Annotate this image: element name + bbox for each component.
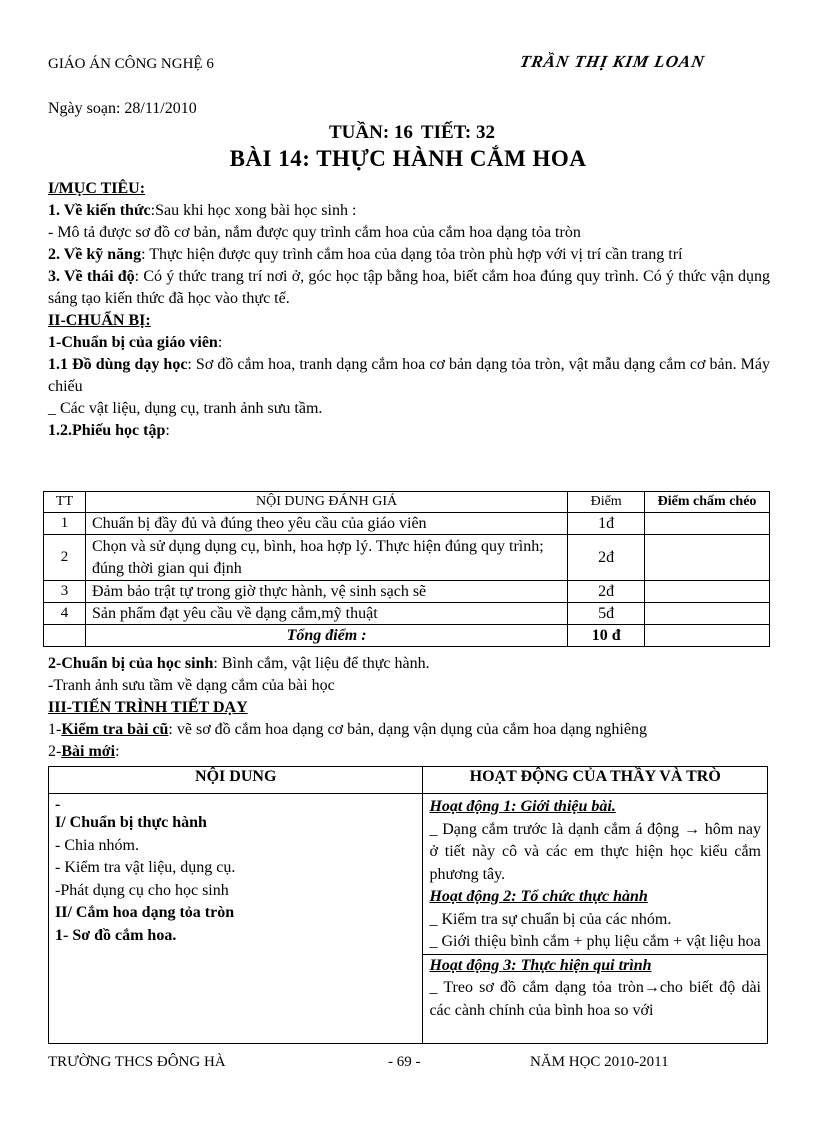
student-prep-text: : Bình cắm, vật liệu để thực hành. <box>213 655 430 672</box>
rubric-table <box>43 491 770 647</box>
rubric-no: 3 <box>44 581 86 603</box>
table-row <box>44 535 770 581</box>
rubric-no: 4 <box>44 603 86 625</box>
date-line: Ngày soạn: 28/11/2010 <box>48 100 197 117</box>
rubric-content: Đảm bảo trật tự trong giờ thực hành, vệ sinh sạch sẽ <box>85 581 567 603</box>
rubric-header-content: NỘI DUNG ĐÁNH GIÁ <box>85 492 567 513</box>
rubric-header-score: Điểm <box>568 492 645 513</box>
materials-line: _ Các vật liệu, dụng cụ, tranh ảnh sưu tầm. <box>48 400 323 417</box>
content-line: - Chia nhóm. <box>55 836 139 854</box>
tools-label: 1.1 Đồ dùng dạy học <box>48 356 188 373</box>
rubric-content: Chọn và sử dụng dụng cụ, bình, hoa hợp lý. Thực hiện đúng quy trình; đúng thời gian qui định <box>85 535 567 581</box>
check-prefix: 1- <box>48 721 62 738</box>
plan-activity-cell <box>423 794 768 1044</box>
rubric-cross <box>645 603 770 625</box>
new-suffix: : <box>115 743 120 760</box>
lesson-title: BÀI 14: THỰC HÀNH CẮM HOA <box>229 146 587 171</box>
activity2-title: Hoạt động 2: Tổ chức thực hành <box>429 888 648 905</box>
activity3-text: _ Treo sơ đồ cắm dạng tỏa tròn→cho biết độ dài các cành chính của bình hoa so với <box>429 979 761 1019</box>
student-prep-text2: -Tranh ảnh sưu tầm về dạng cắm của bài học <box>48 677 335 694</box>
rubric-score: 2đ <box>568 581 645 603</box>
rubric-no: 2 <box>44 535 86 581</box>
knowledge-detail: - Mô tả được sơ đồ cơ bản, nắm được quy trình cắm hoa của cắm hoa dạng tỏa tròn <box>48 224 581 241</box>
process-section <box>48 653 770 763</box>
footer-school: TRƯỜNG THCS ĐÔNG HÀ <box>48 1054 226 1070</box>
knowledge-label: 1. Về kiến thức <box>48 202 151 219</box>
header-subject: GIÁO ÁN CÔNG NGHỆ 6 <box>48 56 214 72</box>
rubric-score: 2đ <box>568 535 645 581</box>
week-line <box>0 122 816 144</box>
plan-table <box>48 766 768 1044</box>
activity1-text: _ Dạng cắm trước là dạnh cắm á động → hôm nay ở tiết này cô và các em thực hiện học kiểu cắm phương tây. <box>429 820 761 883</box>
footer-page: - 69 - <box>388 1054 421 1070</box>
activity2-text1: _ Kiểm tra sự chuẩn bị của các nhóm. <box>429 910 672 928</box>
activity1-title: Hoạt động 1: Giới thiệu bài. <box>429 798 616 815</box>
preparation-heading: II-CHUẨN BỊ: <box>48 312 151 329</box>
rubric-score: 5đ <box>568 603 645 625</box>
rubric-cross <box>645 535 770 581</box>
period-label: TIẾT: 32 <box>420 122 495 143</box>
rubric-header-tt: TT <box>44 492 86 513</box>
rubric-content: Chuẩn bị đầy đủ và đúng theo yêu cầu của giáo viên <box>85 513 567 535</box>
check-label: Kiểm tra bài cũ <box>61 721 169 738</box>
rubric-no: 1 <box>44 513 86 535</box>
tools-text: : Sơ đồ cắm hoa, tranh dạng cắm hoa cơ bản dạng tỏa tròn, vật mẫu dạng cắm cơ bản. Máy chiếu <box>48 356 770 395</box>
new-lesson-label: Bài mới <box>61 743 116 760</box>
plan-body-row <box>49 794 768 1044</box>
attitude-text: : Có ý thức trang trí nơi ở, góc học tập bằng hoa, biết cắm hoa đúng quy trình. Có ý thức vận dụng sáng tạo kiến thức đã học vào thực tế. <box>48 268 771 307</box>
content-line: - Kiểm tra vật liệu, dụng cụ. <box>55 859 236 876</box>
process-heading: III-TIẾN TRÌNH TIẾT DẠY <box>48 699 248 716</box>
rubric-cross <box>645 581 770 603</box>
skill-text: : Thực hiện được quy trình cắm hoa của dạng tỏa tròn phù hợp với vị trí cần trang trí <box>141 246 683 263</box>
content-line: 1- Sơ đồ cắm hoa. <box>55 926 177 944</box>
plan-header-row <box>49 767 768 794</box>
worksheet-label: 1.2.Phiếu học tập <box>48 422 166 439</box>
header-teacher: TRẦN THỊ KIM LOAN <box>518 52 707 71</box>
table-row <box>44 581 770 603</box>
attitude-label: 3. Về thái độ <box>48 268 135 285</box>
content-line: I/ Chuẩn bị thực hành <box>55 814 207 831</box>
rubric-header-cross: Điểm chấm chéo <box>645 492 770 513</box>
activity2-text2: _ Giới thiệu bình cắm + phụ liệu cắm + vật liệu hoa <box>429 933 761 950</box>
content-line: - <box>55 796 61 813</box>
objectives-section: I/MỤC TIÊU: 1. Về kiến thức:Sau khi học xong bài học sinh : - Mô tả được sơ đồ cơ bản, nắm được quy trình cắm hoa của cắm hoa dạng tỏa tròn 2. Về kỹ năng: Thực hiện được quy trình cắm hoa của dạng tỏa tròn phù hợp với vị trí cần trang trí 3. Về thái độ: Có ý thức trang trí nơi ở, góc học tập bằng hoa, biết cắm hoa đúng quy trình. Có ý thức vận dụng sáng tạo kiến thức đã học vào thực tế. II-CHUẨN BỊ: 1-Chuẩn bị của giáo viên: 1.1 Đồ dùng dạy học: Sơ đồ cắm hoa, tranh dạng cắm hoa cơ bản dạng tỏa tròn, vật mẫu dạng cắm cơ bản. Máy chiếu _ Các vật liệu, dụng cụ, tranh ảnh sưu tầm. 1.2.Phiếu học tập: <box>48 180 771 439</box>
rubric-cross <box>645 513 770 535</box>
activity3-title: Hoạt động 3: Thực hiện qui trình <box>429 956 652 974</box>
rubric-total-value: 10 đ <box>568 625 645 647</box>
knowledge-text: :Sau khi học xong bài học sinh : <box>150 202 357 219</box>
footer-year: NĂM HỌC 2010-2011 <box>530 1054 669 1070</box>
teacher-prep-label: 1-Chuẩn bị của giáo viên <box>48 334 218 351</box>
week-label: TUẦN: 16 <box>328 122 413 143</box>
table-row <box>44 603 770 625</box>
table-row <box>44 513 770 535</box>
objectives-heading: I/MỤC TIÊU: <box>48 180 146 197</box>
rubric-score: 1đ <box>568 513 645 535</box>
plan-header-activity: HOẠT ĐỘNG CỦA THẦY VÀ TRÒ <box>423 767 768 794</box>
check-text: : vẽ sơ đồ cắm hoa dạng cơ bản, dạng vận dụng của cắm hoa dạng nghiêng <box>168 721 647 738</box>
skill-label: 2. Về kỹ năng <box>48 246 142 263</box>
plan-content-cell <box>49 794 423 1044</box>
content-line: II/ Cắm hoa dạng tỏa tròn <box>55 904 235 921</box>
student-prep-label: 2-Chuẩn bị của học sinh <box>48 655 214 672</box>
rubric-content: Sản phẩm đạt yêu cầu về dạng cắm,mỹ thuật <box>85 603 567 625</box>
rubric-total-label: Tổng điểm : <box>85 625 567 647</box>
rubric-total-row <box>44 625 770 647</box>
content-line: -Phát dụng cụ cho học sinh <box>55 881 229 899</box>
rubric-header-row <box>44 492 770 513</box>
new-prefix: 2- <box>48 743 62 760</box>
plan-header-content: NỘI DUNG <box>49 767 423 794</box>
